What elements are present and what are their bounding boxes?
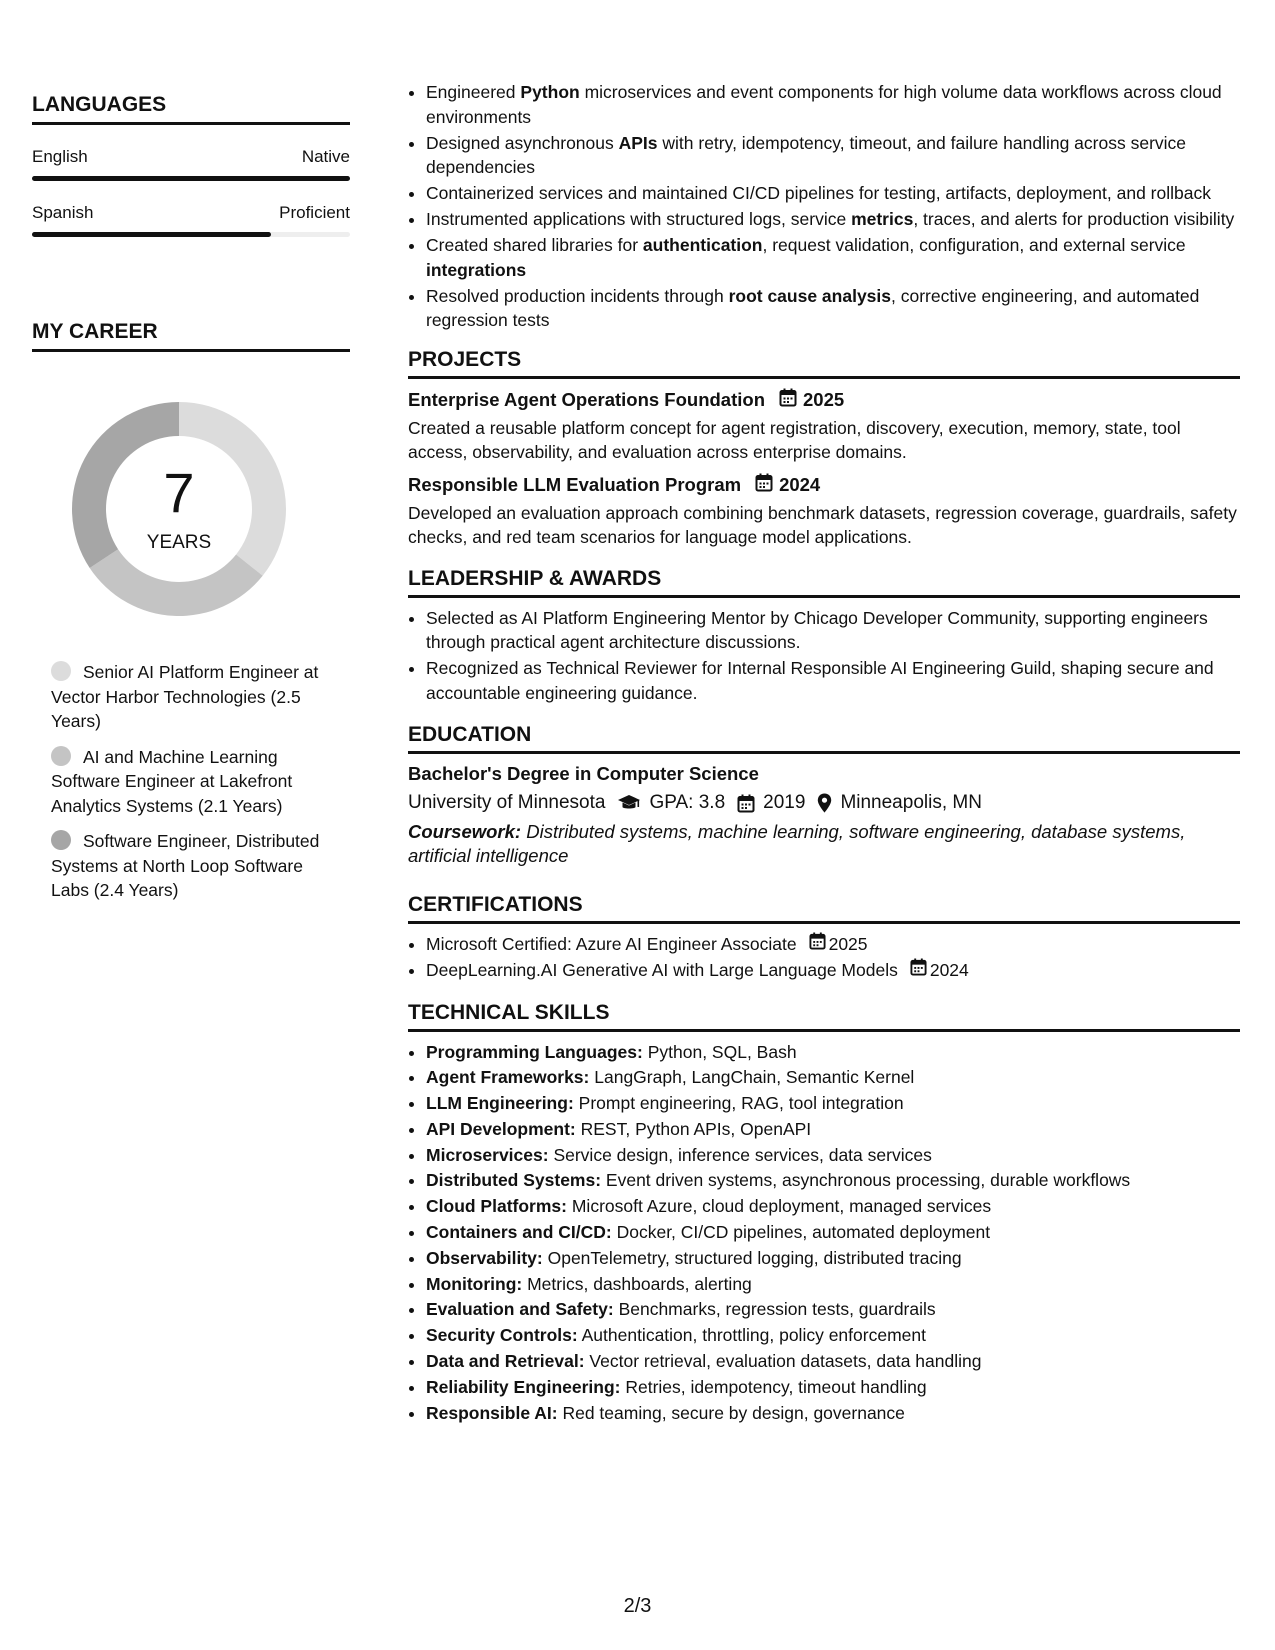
experience-bullet: • Designed asynchronous APIs with retry, idempotency, timeout, and failure handling across service dependencies [426,131,1240,180]
leadership-item: • Selected as AI Platform Engineering Mentor by Chicago Developer Community, supporting engineers through practical agent architecture discussions. [426,606,1240,655]
calendar-icon [910,958,927,983]
skills-list [408,1040,1240,1426]
skill-item: • API Development: REST, Python APIs, OpenAPI [426,1117,1240,1142]
certification-item: • Microsoft Certified: Azure AI Engineer Associate 2025 [426,932,1240,957]
language-level: Native [301,147,350,166]
career-item: AI and Machine Learning Software Engineer at Lakefront Analytics Systems (2.1 Years) [51,746,293,816]
skill-item: • Containers and CI/CD: Docker, CI/CD pipelines, automated deployment [426,1220,1240,1245]
career-item: Software Engineer, Distributed Systems at North Loop Software Labs (2.4 Years) [51,831,320,900]
language-name: English [32,147,88,166]
skill-item: • Reliability Engineering: Retries, idempotency, timeout handling [426,1375,1240,1400]
calendar-icon [779,388,797,413]
skill-item: • Microservices: Service design, inference services, data services [426,1143,1240,1168]
project-name: Responsible LLM Evaluation Program [408,474,742,495]
career-list [51,660,321,903]
leadership-list [408,606,1240,706]
location-pin-icon [817,793,832,813]
page-number: 2/3 [623,1595,652,1617]
language-item-english [32,147,350,181]
calendar-icon [737,794,755,813]
leadership-item: • Recognized as Technical Reviewer for Internal Responsible AI Engineering Guild, shaping secure and accountable engineering guidance. [426,656,1240,705]
career-donut-chart [64,394,294,624]
experience-bullets [408,80,1240,333]
project-description: Created a reusable platform concept for agent registration, discovery, execution, memory, state, tool access, observability, and evaluation across enterprise domains. [408,417,1181,462]
education-details [408,790,1240,816]
project-item [408,388,1240,464]
career-years-unit: YEARS [146,532,212,553]
project-item [408,473,1240,549]
experience-bullet: • Containerized services and maintained CI/CD pipelines for testing, artifacts, deployment, and rollback [426,181,1240,206]
experience-bullet: • Resolved production incidents through root cause analysis, corrective engineering, and automated regression tests [426,284,1240,333]
graduation-cap-icon [617,794,641,812]
skill-item: • Distributed Systems: Event driven systems, asynchronous processing, durable workflows [426,1168,1240,1193]
gpa: GPA: 3.8 [649,792,726,813]
projects-heading: PROJECTS [408,347,1240,379]
skill-item: • Data and Retrieval: Vector retrieval, evaluation datasets, data handling [426,1349,1240,1374]
skill-item: • Monitoring: Metrics, dashboards, alerting [426,1272,1240,1297]
legend-dot-icon [51,661,71,681]
school-name: University of Minnesota [408,792,606,813]
project-year: 2024 [779,474,821,495]
calendar-icon [809,932,826,957]
legend-dot-icon [51,746,71,766]
experience-bullet: • Engineered Python microservices and event components for high volume data workflows across cloud environments [426,80,1240,129]
experience-bullet: • Instrumented applications with structured logs, service metrics, traces, and alerts for production visibility [426,207,1240,232]
legend-dot-icon [51,830,71,850]
skill-item: • Agent Frameworks: LangGraph, LangChain, Semantic Kernel [426,1065,1240,1090]
skill-item: • Cloud Platforms: Microsoft Azure, cloud deployment, managed services [426,1194,1240,1219]
skill-item: • Observability: OpenTelemetry, structured logging, distributed tracing [426,1246,1240,1271]
skills-heading: TECHNICAL SKILLS [408,1000,1240,1032]
coursework: Coursework: Distributed systems, machine learning, software engineering, database systems, artificial intelligence [408,821,1186,866]
language-item-spanish [32,203,350,237]
experience-bullet: • Created shared libraries for authentication, request validation, configuration, and external service integrations [426,233,1240,282]
education-location: Minneapolis, MN [840,792,982,813]
certifications-list [408,932,1240,983]
career-heading: MY CAREER [32,319,350,352]
main-content [408,80,1240,1426]
skill-item: • Evaluation and Safety: Benchmarks, regression tests, guardrails [426,1297,1240,1322]
project-year: 2025 [803,389,845,410]
skill-item: • Responsible AI: Red teaming, secure by design, governance [426,1401,1240,1426]
sidebar [32,92,350,914]
project-name: Enterprise Agent Operations Foundation [408,389,766,410]
calendar-icon [755,473,773,498]
project-description: Developed an evaluation approach combining benchmark datasets, regression coverage, guardrails, safety checks, and red team scenarios for language model applications. [408,502,1237,547]
language-proficiency-bar [32,232,350,237]
donut-segment-2 [90,549,263,616]
certification-item: • DeepLearning.AI Generative AI with Large Language Models 2024 [426,958,1240,983]
language-proficiency-bar [32,176,350,181]
language-level: Proficient [279,203,350,222]
leadership-heading: LEADERSHIP & AWARDS [408,566,1240,598]
skill-item: • Security Controls: Authentication, throttling, policy enforcement [426,1323,1240,1348]
career-total-years: 7 [163,461,195,524]
degree-title: Bachelor's Degree in Computer Science [408,763,759,784]
graduation-year: 2019 [763,792,806,813]
certifications-heading: CERTIFICATIONS [408,892,1240,924]
career-item: Senior AI Platform Engineer at Vector Harbor Technologies (2.5 Years) [51,662,319,731]
skill-item: • Programming Languages: Python, SQL, Bash [426,1040,1240,1065]
language-name: Spanish [32,203,94,222]
education-heading: EDUCATION [408,722,1240,754]
languages-heading: LANGUAGES [32,92,350,125]
skill-item: • LLM Engineering: Prompt engineering, RAG, tool integration [426,1091,1240,1116]
